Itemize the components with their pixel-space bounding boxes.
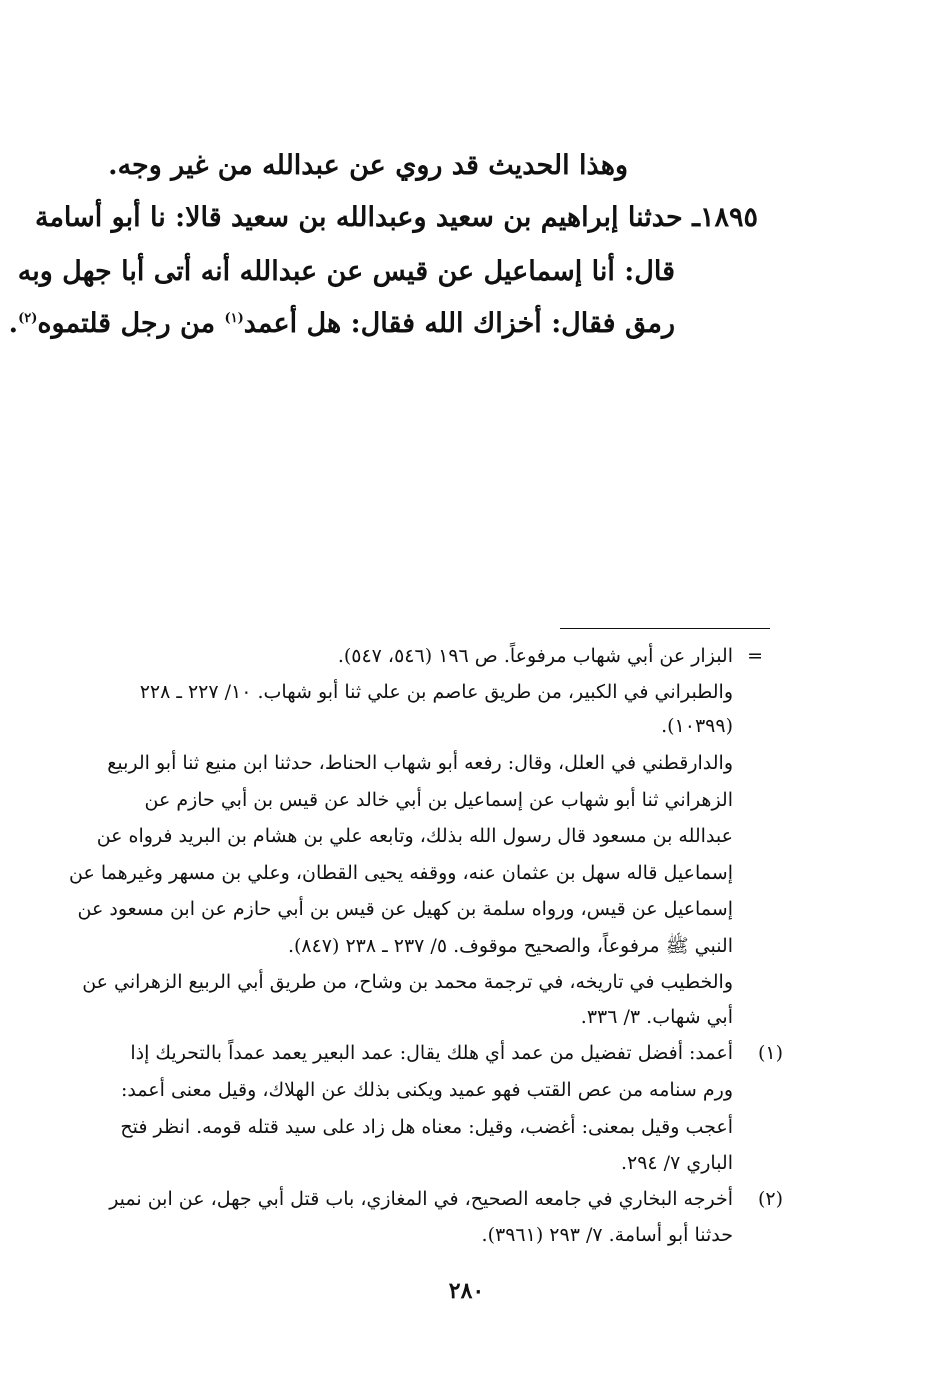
footnote-cont-line-3: (١٠٣٩٩).: [661, 715, 733, 737]
hadith-line-1: [34, 202, 758, 233]
footnote-cont-line-9: النبي ﷺ مرفوعاً، والصحيح موقوف. ٥/ ٢٣٧ ـ ٢٣٨ (٨٤٧).: [287, 935, 733, 957]
footnote-cont-line-10: والخطيب في تاريخه، في ترجمة محمد بن وشاح، من طريق أبي الربيع الزهراني عن: [82, 971, 733, 993]
footnote-1-line-4: الباري ٧/ ٢٩٤.: [620, 1152, 733, 1174]
hadith-number: ١٨٩٥: [699, 202, 758, 233]
footnote-1-line-3: أعجب وقيل بمعنى: أغضب، وقيل: معناه هل زاد على سيد قتله قومه. انظر فتح: [120, 1116, 733, 1138]
footnote-1-line-1: أعمد: أفضل تفضيل من عمد أي هلك يقال: عمد البعير يعمد عمداً بالتحريك إذا: [130, 1042, 733, 1064]
footnote-cont-line-2: والطبراني في الكبير، من طريق عاصم بن علي ثنا أبو شهاب. ١٠/ ٢٢٧ ـ ٢٢٨: [139, 681, 733, 703]
footnote-2-line-1: أخرجه البخاري في جامعه الصحيح، في المغازي، باب قتل أبي جهل، عن ابن نمير: [109, 1188, 733, 1210]
hadith-line-3-part1: رمق فقال: أخزاك الله فقال: هل أعمد: [243, 308, 675, 339]
footnote-cont-line-8: إسماعيل عن قيس، ورواه سلمة بن كهيل عن قيس بن أبي حازم عن ابن مسعود عن: [77, 898, 733, 920]
footnote-ref-2: (٢): [18, 311, 38, 326]
footnote-cont-line-4: والدارقطني في العلل، وقال: رفعه أبو شهاب الحناط، حدثنا ابن منيع ثنا أبو الربيع: [107, 752, 733, 774]
hadith-line-2: قال: أنا إسماعيل عن قيس عن عبدالله أنه أتى أبا جهل وبه: [17, 256, 675, 287]
footnote-cont-line-11: أبي شهاب. ٣/ ٣٣٦.: [580, 1006, 733, 1028]
intro-line: وهذا الحديث قد روي عن عبدالله من غير وجه.: [108, 150, 628, 181]
footnote-2-line-2: حدثنا أبو أسامة. ٧/ ٢٩٣ (٣٩٦١).: [481, 1224, 733, 1246]
footnote-cont-line-6: عبدالله بن مسعود قال رسول الله بذلك، وتابعه علي بن هشام بن البريد فرواه عن: [96, 825, 733, 847]
hadith-line-1-text: ـ حدثنا إبراهيم بن سعيد وعبدالله بن سعيد قالا: نا أبو أسامة: [34, 202, 700, 233]
hadith-line-3: [9, 308, 675, 339]
hadith-line-3-part2: من رجل قلتموه: [37, 308, 225, 339]
footnote-cont-line-1: البزار عن أبي شهاب مرفوعاً. ص ١٩٦ (٥٤٦، ٥٤٧).: [337, 645, 733, 667]
footnote-1-marker: (١): [757, 1042, 783, 1064]
footnote-cont-line-7: إسماعيل قاله سهل بن عثمان عنه، ووقفه يحيى القطان، وعلي بن مسهر وغيرهما عن: [69, 862, 733, 884]
footnote-continuation-marker: =: [747, 645, 763, 667]
footnote-separator: [560, 628, 770, 629]
hadith-line-3-end: .: [8, 308, 19, 339]
footnote-1-line-2: ورم سنامه من عص القتب فهو عميد ويكنى بذلك عن الهلاك، وقيل معنى أعمد:: [120, 1079, 733, 1101]
footnote-cont-line-5: الزهراني ثنا أبو شهاب عن إسماعيل بن أبي خالد عن قيس بن أبي حازم عن: [144, 789, 733, 811]
page-number: ٢٨٠: [448, 1278, 485, 1304]
footnote-ref-1: (١): [224, 311, 244, 326]
footnote-2-marker: (٢): [757, 1188, 783, 1210]
